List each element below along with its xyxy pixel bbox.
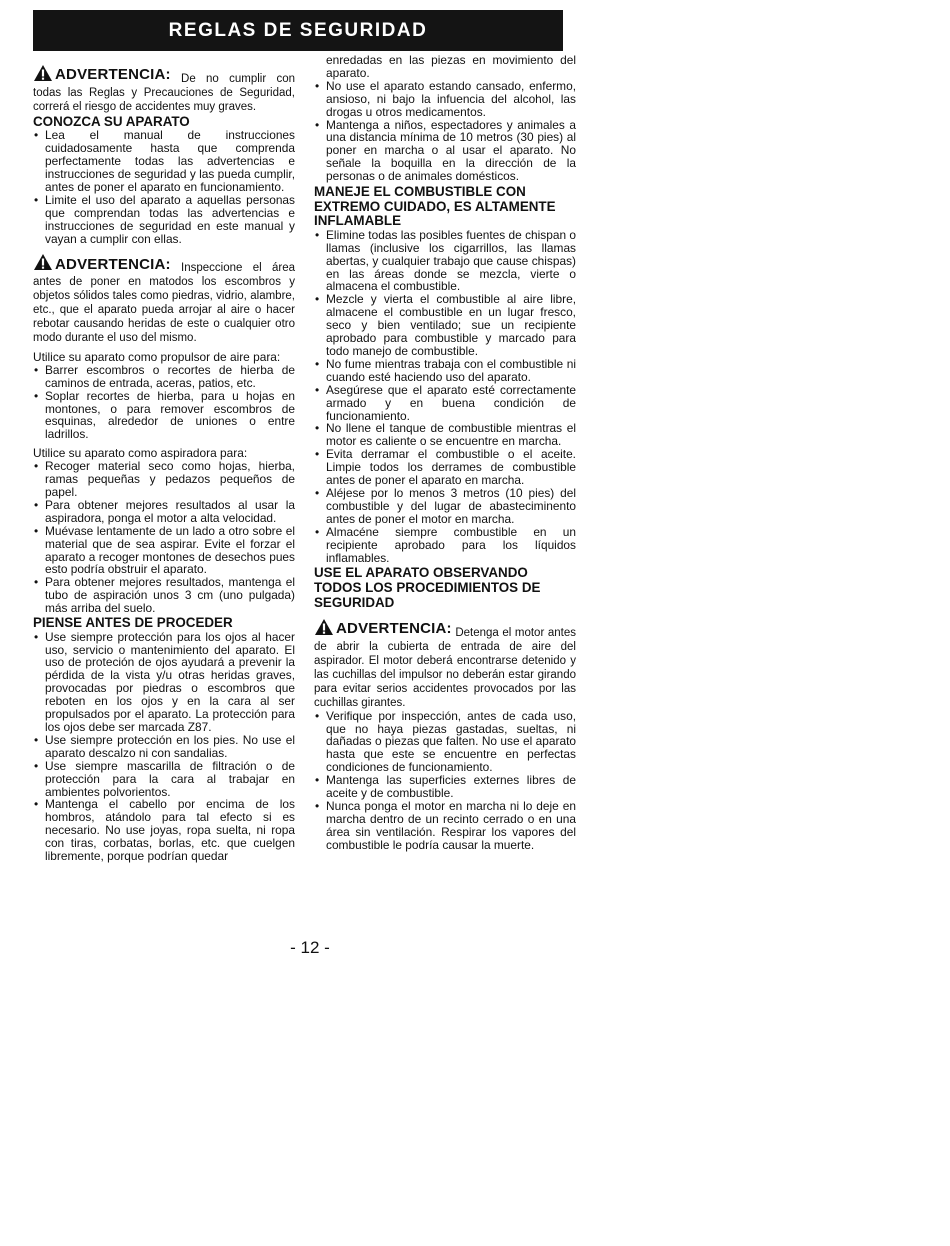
list-item: • Para obtener mejores resultados al usar la aspiradora, ponga el motor a alta velocidad. xyxy=(33,499,295,525)
warning-text-2: Inspeccione el área antes de poner en matodos los escombros y objetos sólidos tales como piedras, vidrio, alambre, etc., que el aparato pueda arrojar al aire o hacer rebotar causando heridas de este o cualquier otro modo durante el uso del mismo. xyxy=(33,262,295,344)
warning-triangle-icon xyxy=(33,253,53,271)
list-item: • Mezcle y vierta el combustible al aire libre, almacene el combustible en un lugar fresco, seco y bien ventilado; sue un recipiente aprobado para combustible y marcado para todo manejo de combustible. xyxy=(314,293,576,358)
list-item: • Limite el uso del aparato a aquellas personas que comprendan todas las advertencias e instrucciones de seguridad en este manual y vayan a cumplir con ellas. xyxy=(33,194,295,246)
propulsor-intro: Utilice su aparato como propulsor de aire para: xyxy=(33,349,281,364)
list-use xyxy=(314,710,576,852)
list-item: • Mantenga el cabello por encima de los hombros, atándolo para tal efecto si es necesario. No use joyas, ropa suelta, ni ropa con tiras, corbatas, borlas, etc. que cuelgen libremente, porque podrían quedar xyxy=(33,798,295,863)
list-item: • Elimine todas las posibles fuentes de chispan o llamas (inclusive los cigarrillos, las llamas abertas, y cualquier trabajo que cause chispas) en las áreas donde se mezcla, vierte o almacena el combustible. xyxy=(314,229,576,294)
list-item: • Mantenga a niños, espectadores y animales a una distancia mínima de 10 metros (30 pies) al poner en marcha o al usar el aparato. No señale la boquilla en la dirección de la personas o de animales domésticos. xyxy=(314,119,576,184)
warning-label-1: ADVERTENCIA: xyxy=(33,64,171,82)
continuation-text: enredadas en las piezas en movimiento del aparato. xyxy=(326,53,576,80)
warning-text-1: De no cumplir con todas las Reglas y Precauciones de Seguridad, correrá el riesgo de accidentes muy graves. xyxy=(33,73,295,113)
list-item: • Evita derramar el combustible o el aceite. Limpie todos los derrames de combustible antes de poner el aparato en marcha. xyxy=(314,448,576,487)
banner-title: REGLAS DE SEGURIDAD xyxy=(168,19,428,41)
section-banner xyxy=(33,10,563,51)
heading-combustible: MANEJE EL COMBUSTIBLE CON EXTREMO CUIDADO, ES ALTAMENTE INFLAMABLE xyxy=(314,184,556,229)
list-combustible xyxy=(314,229,576,565)
list-item: • Para obtener mejores resultados, mantenga el tubo de aspiración unos 3 cm (uno pulgada) más arriba del suelo. xyxy=(33,576,295,615)
list-item: • Verifique por inspección, antes de cada uso, que no haya piezas gastadas, sueltas, ni dañadas o piezas que falten. No use el aparato hasta que este se encuentre en perfectas condiciones de funcionamiento. xyxy=(314,710,576,775)
aspiradora-intro: Utilice su aparato como aspiradora para: xyxy=(33,446,248,461)
list-item: • Use siempre mascarilla de filtración o de protección para la cara al trabajar en ambientes polvorientos. xyxy=(33,760,295,799)
list-item: • Asegúrese que el aparato esté correctamente armado y en buena condición de funcionamiento. xyxy=(314,384,576,423)
heading-conozca: CONOZCA SU APARATO xyxy=(33,113,190,129)
list-item: • Use siempre protección en los pies. No use el aparato descalzo ni con sandalias. xyxy=(33,734,295,760)
heading-use: USE EL APARATO OBSERVANDO TODOS LOS PROCEDIMIENTOS DE SEGURIDAD xyxy=(314,565,541,610)
list-item: • No fume mientras trabaja con el combustible ni cuando esté haciendo uso del aparato. xyxy=(314,358,576,384)
list-item: • Barrer escombros o recortes de hierba de caminos de entrada, aceras, patios, etc. xyxy=(33,364,295,390)
list-item: • Aléjese por lo menos 3 metros (10 pies) del combustible y del lugar de abasteciminento antes de poner el motor en marcha. xyxy=(314,487,576,526)
warning-block-2 xyxy=(33,253,295,344)
list-item: • Mantenga las superficies externes libres de aceite y de combustible. xyxy=(314,774,576,800)
list-item: • Muévase lentamente de un lado a otro sobre el material que de sea aspirar. Evite el forzar el aparato a recoger montones de desechos pues esto podría obstruir el aparato. xyxy=(33,525,295,577)
list-item: • No llene el tanque de combustible mientras el motor es caliente o se encuentre en marcha. xyxy=(314,422,576,448)
page-number: - 12 - xyxy=(290,938,330,957)
list-item: • No use el aparato estando cansado, enfermo, ansioso, ni bajo la infuencia del alcohol, las drogas u otros medicamentos. xyxy=(314,80,576,119)
list-general xyxy=(314,80,576,183)
warning-text-3: Detenga el motor antes de abrir la cubierta de entrada de aire del aspirador. El motor deberá encontrarse detenido y las cuchillas del impulsor no deberán estar girando para evitar serios accidentes provocados por las cuchillas girantes. xyxy=(314,627,576,709)
list-piense xyxy=(33,631,295,863)
warning-triangle-icon xyxy=(314,618,334,636)
list-item: • Recoger material seco como hojas, hierba, ramas pequeñas y pedazos pequeños de papel. xyxy=(33,460,295,499)
left-column xyxy=(33,64,295,863)
list-item: • Almacéne siempre combustible en un recipiente aprobado para los líquidos inflamables. xyxy=(314,526,576,565)
warning-triangle-icon xyxy=(33,64,53,82)
warning-label-3: ADVERTENCIA: xyxy=(314,618,452,636)
list-item: • Nunca ponga el motor en marcha ni lo deje en marcha dentro de un recinto cerrado o en una área sin ventilación. Respirar los vapores del combustible le podría causar la muerte. xyxy=(314,800,576,852)
list-aspiradora xyxy=(33,460,295,615)
warning-label-2: ADVERTENCIA: xyxy=(33,253,171,271)
warning-block-1 xyxy=(33,64,295,114)
list-item: • Lea el manual de instrucciones cuidadosamente hasta que comprenda perfectamente todas las advertencias e instrucciones de seguridad y las pueda cumplir, antes de poner el aparato en funcionamiento. xyxy=(33,129,295,194)
list-item: • Soplar recortes de hierba, para u hojas en montones, o para remover escombros de esquinas, alrededor de uniones o entre ladrillos. xyxy=(33,390,295,442)
warning-block-3 xyxy=(314,618,576,709)
list-item: • Use siempre protección para los ojos al hacer uso, servicio o mantenimiento del aparato. El uso de proteción de ojos ayudará a prevenir la pérdida de la vista y/u otras heridas graves, provocadas por piedras o escombros que reboten en los ojos y en la cara al ser propulsados por el aparato. La protección para los ojos debe ser marcada Z87. xyxy=(33,631,295,734)
heading-piense: PIENSE ANTES DE PROCEDER xyxy=(33,615,233,631)
list-propulsor xyxy=(33,364,295,441)
right-column xyxy=(314,54,576,852)
list-conozca xyxy=(33,129,295,245)
